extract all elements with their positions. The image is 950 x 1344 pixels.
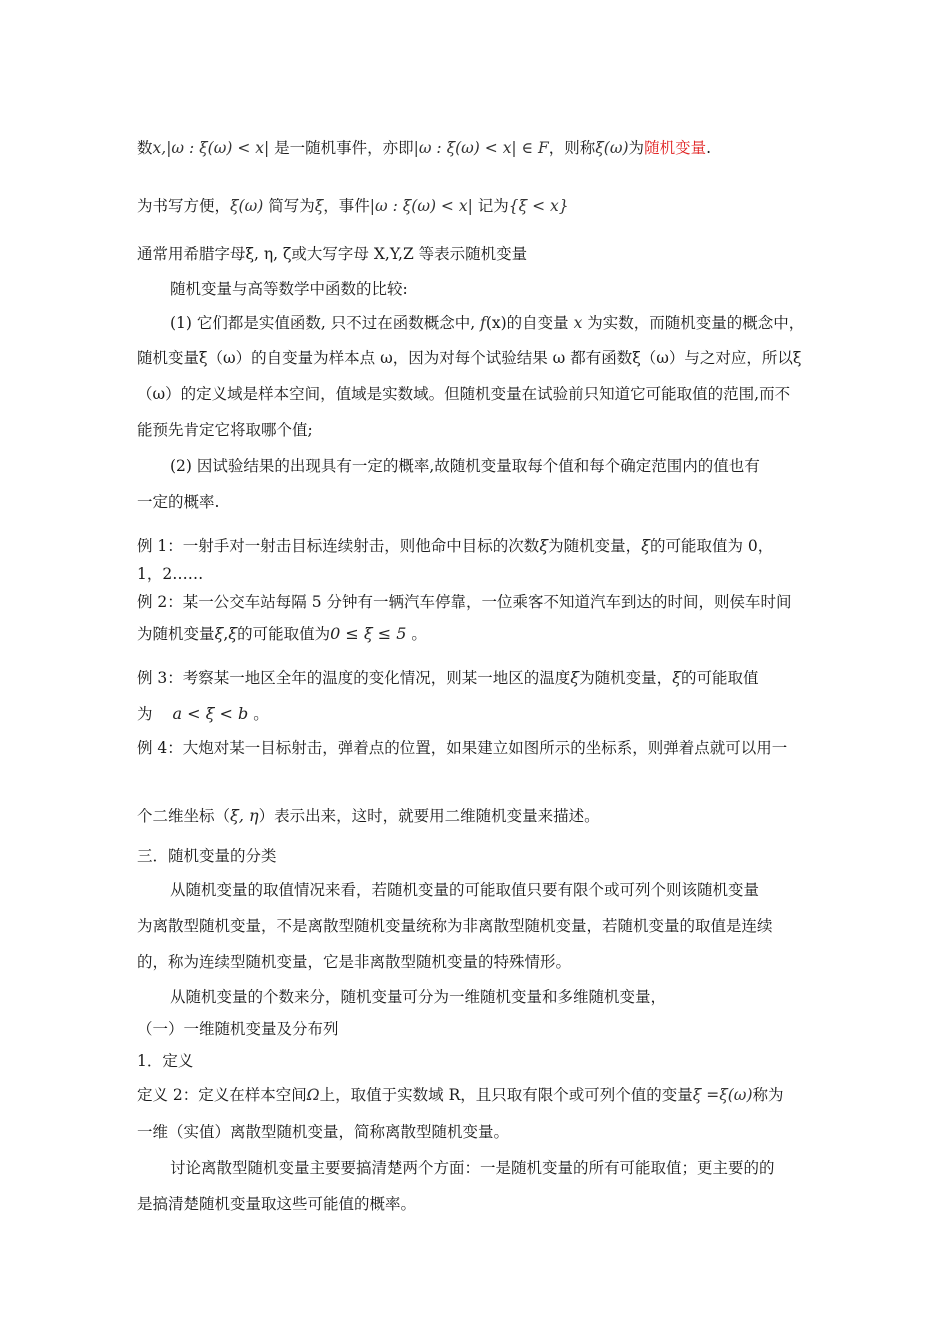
text: 上，取值于实数域 R，且只取有限个或可列个值的变量 [319, 1086, 693, 1104]
definition-2-line: 一维（实值）离散型随机变量，简称离散型随机变量。 [137, 1123, 510, 1141]
text: 是一随机事件，亦即 [269, 139, 414, 157]
text: 为随机变量 [137, 625, 215, 643]
text: 为随机变量， [548, 537, 642, 555]
math-xi: ξ [570, 668, 580, 687]
text: , [223, 625, 229, 643]
math-xi: ξ [314, 197, 324, 215]
math-xi: ξ [672, 668, 681, 687]
paragraph-line: 是搞清楚随机变量取这些可能值的概率。 [137, 1195, 417, 1213]
paragraph-line: 随机变量ξ（ω）的自变量为样本点 ω，因为对每个试验结果 ω 都有函数ξ（ω）与之对应，所以ξ [137, 349, 802, 367]
paragraph-line: (2) 因试验结果的出现具有一定的概率,故随机变量取每个值和每个确定范围内的值也有 [170, 457, 760, 475]
math-xi-omega: ξ(ω) [595, 139, 629, 157]
example-4-line: 例 4：大炮对某一目标射击，弹着点的位置，如果建立如图所示的坐标系，则弹着点就可以用一 [137, 739, 788, 757]
text: 例 3：考察某一地区全年的温度的变化情况，则某一地区的温度 [137, 669, 571, 687]
definition-continuation-line [137, 137, 818, 159]
text: 为实数，而随机变量的概念中， [582, 314, 805, 332]
paragraph-line: 一定的概率. [137, 493, 220, 511]
math-range: 0 ≤ ξ ≤ 5 [330, 624, 407, 643]
example-3-line [137, 703, 818, 725]
text: 称为 [752, 1086, 784, 1104]
text: 为 [628, 139, 645, 157]
highlighted-term: 随机变量 [644, 139, 707, 157]
subsection-heading: 1．定义 [137, 1052, 194, 1070]
math-range: a < ξ < b [172, 704, 249, 723]
math-omega: Ω [306, 1086, 320, 1104]
example-3-line [137, 667, 818, 689]
example-1-line: 1，2…… [137, 565, 204, 583]
text: ）表示出来，这时，就要用二维随机变量来描述。 [258, 807, 600, 825]
example-4-line [137, 805, 818, 827]
math-xi: ξ [214, 624, 224, 643]
text: 。 [406, 625, 427, 643]
example-2-line [137, 623, 818, 645]
text: 为 [137, 705, 153, 723]
text: 为随机变量， [579, 669, 673, 687]
paragraph-line: 为离散型随机变量，不是离散型随机变量统称为非离散型随机变量，若随机变量的取值是连续 [137, 917, 773, 935]
math-event: |ω : ξ(ω) < x| [369, 197, 473, 215]
math-coordinate: ξ, η [230, 806, 259, 825]
definition-2-line [137, 1084, 818, 1106]
paragraph-line: 从随机变量的取值情况来看，若随机变量的可能取值只要有限个或可列个则该随机变量 [170, 881, 760, 899]
math-x: x, [152, 139, 167, 157]
text: (1) 它们都是实值函数, 只不过在函数概念中, [170, 314, 481, 332]
math-xi-definition: ξ =ξ(ω) [692, 1086, 753, 1104]
paragraph-line: （ω）的定义域是样本空间，值域是实数域。但随机变量在试验前只知道它可能取值的范围,而不 [137, 385, 791, 403]
math-event: |ω : ξ(ω) < x| [166, 139, 270, 157]
math-xi: ξ [228, 624, 238, 643]
math-f: f [480, 314, 486, 332]
text: ，事件 [323, 197, 370, 215]
math-xi: ξ [539, 536, 549, 555]
notation-line [137, 195, 818, 217]
paragraph-line: 随机变量与高等数学中函数的比较: [170, 280, 408, 298]
text: . [706, 139, 712, 157]
text: 数 [137, 139, 153, 157]
text: ，则称 [548, 139, 596, 157]
text: 。 [248, 705, 269, 723]
paragraph-line [170, 312, 818, 334]
paragraph-line: 的，称为连续型随机变量，它是非离散型随机变量的特殊情形。 [137, 953, 572, 971]
math-x: x [573, 314, 583, 332]
text: 的可能取值 [680, 669, 759, 687]
math-event-short: {ξ < x} [508, 197, 569, 215]
text: (x)的自变量 [485, 314, 574, 332]
math-event-in-F: |ω : ξ(ω) < x| ∈ F [413, 139, 549, 157]
text: 记为 [472, 197, 509, 215]
paragraph-line: 从随机变量的个数来分，随机变量可分为一维随机变量和多维随机变量， [170, 988, 667, 1006]
subsection-heading: （一）一维随机变量及分布列 [137, 1020, 339, 1038]
text: 的可能取值为 [237, 625, 331, 643]
text: 例 1：一射手对一射击目标连续射击，则他命中目标的次数 [137, 537, 540, 555]
math-xi-omega: ξ(ω) [230, 197, 264, 215]
paragraph-line: 能预先肯定它将取哪个值; [137, 421, 313, 439]
text: 定义 2：定义在样本空间 [137, 1086, 307, 1104]
paragraph-line: 通常用希腊字母ξ, η, ζ或大写字母 X,Y,Z 等表示随机变量 [137, 245, 528, 263]
text: 的可能取值为 0， [649, 537, 774, 555]
example-1-line [137, 535, 818, 557]
example-2-line: 例 2：某一公交车站每隔 5 分钟有一辆汽车停靠，一位乘客不知道汽车到达的时间，则侯车时间 [137, 593, 792, 611]
math-xi: ξ [641, 536, 650, 555]
text: 个二维坐标（ [137, 807, 231, 825]
section-heading: 三．随机变量的分类 [137, 847, 277, 865]
paragraph-line: 讨论离散型随机变量主要要搞清楚两个方面：一是随机变量的所有可能取值；更主要的的 [170, 1159, 775, 1177]
text: 为书写方便， [137, 197, 231, 215]
text: 简写为 [263, 197, 315, 215]
